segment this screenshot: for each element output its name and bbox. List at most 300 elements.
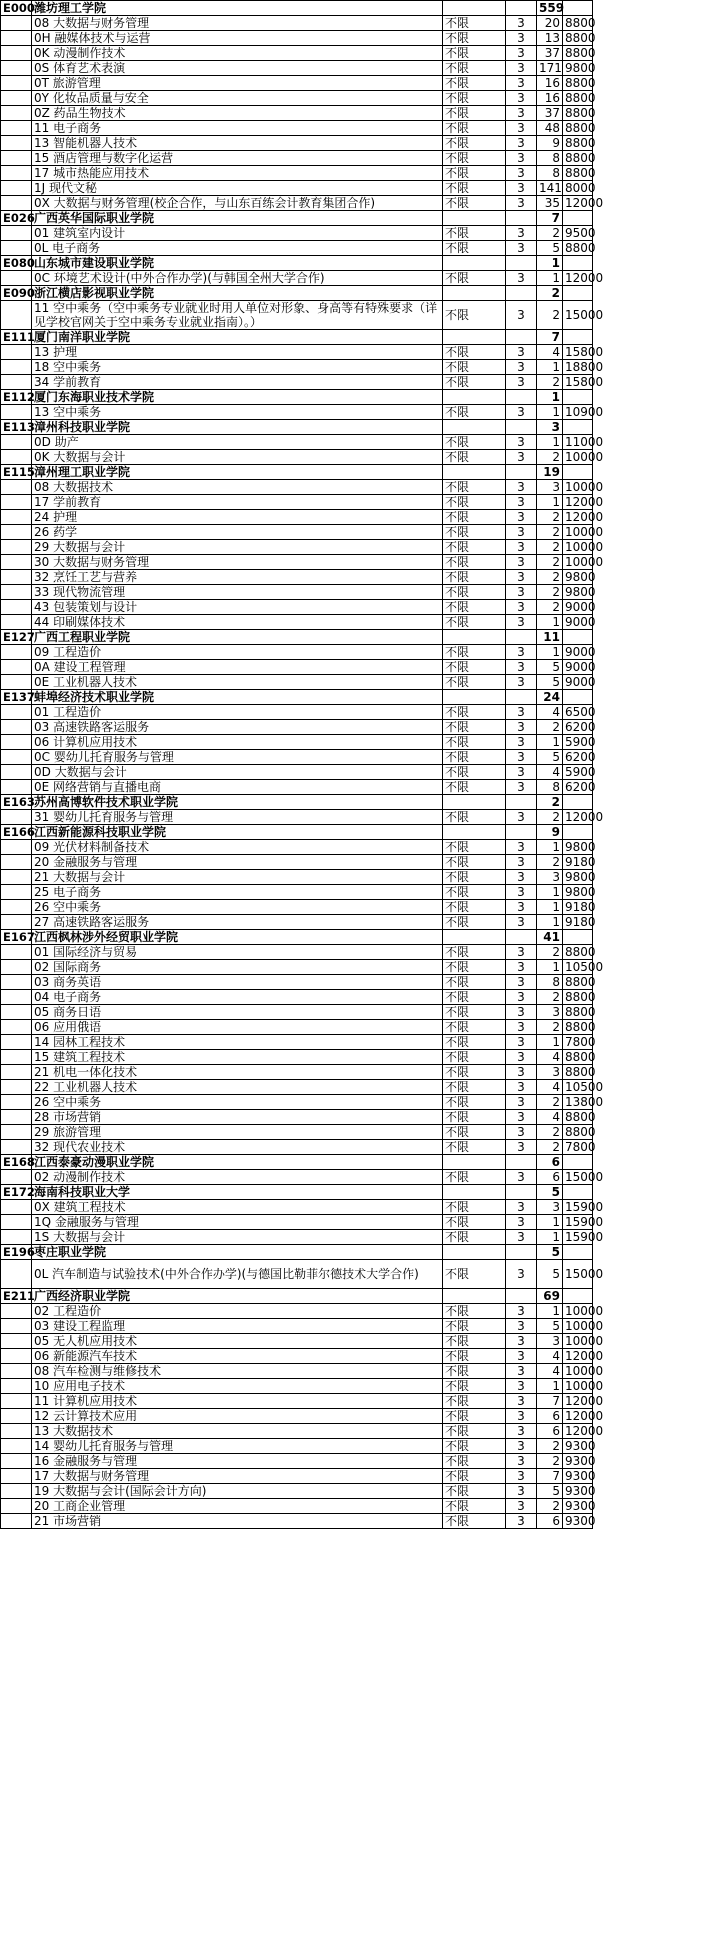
empty-cell bbox=[1, 915, 32, 930]
plan-count-cell: 1 bbox=[537, 900, 563, 915]
major-row bbox=[1, 735, 593, 750]
plan-count-cell: 4 bbox=[537, 1080, 563, 1095]
empty-cell bbox=[1, 121, 32, 136]
tuition-cell: 12000 bbox=[563, 810, 593, 825]
major-name-cell: 1S 大数据与会计 bbox=[32, 1230, 443, 1245]
subject-requirement-cell: 不限 bbox=[443, 46, 506, 61]
empty-cell bbox=[563, 1245, 593, 1260]
duration-cell: 3 bbox=[506, 345, 537, 360]
tuition-cell: 9300 bbox=[563, 1484, 593, 1499]
tuition-cell: 8800 bbox=[563, 31, 593, 46]
duration-cell: 3 bbox=[506, 990, 537, 1005]
tuition-cell: 8800 bbox=[563, 1020, 593, 1035]
plan-count-cell: 3 bbox=[537, 1005, 563, 1020]
major-row bbox=[1, 1110, 593, 1125]
plan-count-cell: 4 bbox=[537, 765, 563, 780]
subject-requirement-cell: 不限 bbox=[443, 900, 506, 915]
tuition-cell: 12000 bbox=[563, 495, 593, 510]
subject-requirement-cell: 不限 bbox=[443, 1349, 506, 1364]
subject-requirement-cell: 不限 bbox=[443, 555, 506, 570]
major-row bbox=[1, 46, 593, 61]
major-name-cell: 11 计算机应用技术 bbox=[32, 1394, 443, 1409]
major-row bbox=[1, 585, 593, 600]
tuition-cell: 9300 bbox=[563, 1454, 593, 1469]
school-row bbox=[1, 211, 593, 226]
tuition-cell: 7800 bbox=[563, 1035, 593, 1050]
plan-count-cell: 2 bbox=[537, 450, 563, 465]
tuition-cell: 6200 bbox=[563, 720, 593, 735]
plan-count-cell: 37 bbox=[537, 106, 563, 121]
subject-requirement-cell: 不限 bbox=[443, 840, 506, 855]
empty-cell bbox=[1, 1230, 32, 1245]
plan-count-cell: 1 bbox=[537, 1035, 563, 1050]
empty-cell bbox=[1, 945, 32, 960]
duration-cell: 3 bbox=[506, 1304, 537, 1319]
empty-cell bbox=[1, 480, 32, 495]
plan-count-cell: 2 bbox=[537, 855, 563, 870]
empty-cell bbox=[1, 375, 32, 390]
tuition-cell: 10000 bbox=[563, 540, 593, 555]
major-row bbox=[1, 1364, 593, 1379]
empty-cell bbox=[1, 600, 32, 615]
tuition-cell: 8800 bbox=[563, 1110, 593, 1125]
duration-cell: 3 bbox=[506, 810, 537, 825]
tuition-cell: 8800 bbox=[563, 91, 593, 106]
major-row bbox=[1, 166, 593, 181]
major-name-cell: 13 护理 bbox=[32, 345, 443, 360]
school-name-cell: 蚌埠经济技术职业学院 bbox=[32, 690, 443, 705]
empty-cell bbox=[443, 1155, 506, 1170]
major-name-cell: 02 动漫制作技术 bbox=[32, 1170, 443, 1185]
empty-cell bbox=[1, 855, 32, 870]
tuition-cell: 12000 bbox=[563, 271, 593, 286]
major-row bbox=[1, 121, 593, 136]
empty-cell bbox=[506, 330, 537, 345]
duration-cell: 3 bbox=[506, 555, 537, 570]
empty-cell bbox=[1, 660, 32, 675]
empty-cell bbox=[563, 1289, 593, 1304]
empty-cell bbox=[1, 405, 32, 420]
major-name-cell: 0C 环境艺术设计(中外合作办学)(与韩国全州大学合作) bbox=[32, 271, 443, 286]
plan-count-cell: 5 bbox=[537, 1319, 563, 1334]
major-name-cell: 16 金融服务与管理 bbox=[32, 1454, 443, 1469]
tuition-cell: 8800 bbox=[563, 975, 593, 990]
subject-requirement-cell: 不限 bbox=[443, 525, 506, 540]
empty-cell bbox=[1, 151, 32, 166]
plan-count-cell: 4 bbox=[537, 1050, 563, 1065]
major-row bbox=[1, 76, 593, 91]
major-row bbox=[1, 375, 593, 390]
major-name-cell: 1Q 金融服务与管理 bbox=[32, 1215, 443, 1230]
empty-cell bbox=[443, 1, 506, 16]
tuition-cell: 10000 bbox=[563, 1334, 593, 1349]
tuition-cell: 8800 bbox=[563, 1065, 593, 1080]
subject-requirement-cell: 不限 bbox=[443, 480, 506, 495]
duration-cell: 3 bbox=[506, 106, 537, 121]
tuition-cell: 15000 bbox=[563, 1170, 593, 1185]
plan-count-cell: 4 bbox=[537, 1349, 563, 1364]
subject-requirement-cell: 不限 bbox=[443, 106, 506, 121]
school-total-cell: 7 bbox=[537, 211, 563, 226]
duration-cell: 3 bbox=[506, 1349, 537, 1364]
subject-requirement-cell: 不限 bbox=[443, 660, 506, 675]
plan-count-cell: 9 bbox=[537, 136, 563, 151]
major-name-cell: 06 应用俄语 bbox=[32, 1020, 443, 1035]
plan-count-cell: 4 bbox=[537, 1364, 563, 1379]
tuition-cell: 9180 bbox=[563, 915, 593, 930]
duration-cell: 3 bbox=[506, 960, 537, 975]
subject-requirement-cell: 不限 bbox=[443, 1170, 506, 1185]
duration-cell: 3 bbox=[506, 1200, 537, 1215]
empty-cell bbox=[563, 286, 593, 301]
school-row bbox=[1, 390, 593, 405]
major-row bbox=[1, 1409, 593, 1424]
empty-cell bbox=[1, 765, 32, 780]
table-body bbox=[1, 1, 604, 1529]
school-code-cell: E167 bbox=[1, 930, 32, 945]
major-name-cell: 32 烹饪工艺与营养 bbox=[32, 570, 443, 585]
duration-cell: 3 bbox=[506, 121, 537, 136]
empty-cell bbox=[563, 630, 593, 645]
subject-requirement-cell: 不限 bbox=[443, 1394, 506, 1409]
school-code-cell: E196 bbox=[1, 1245, 32, 1260]
school-code-cell: E166 bbox=[1, 825, 32, 840]
empty-cell bbox=[443, 286, 506, 301]
plan-count-cell: 2 bbox=[537, 375, 563, 390]
empty-cell bbox=[1, 196, 32, 211]
subject-requirement-cell: 不限 bbox=[443, 151, 506, 166]
empty-cell bbox=[1, 301, 32, 330]
duration-cell: 3 bbox=[506, 1439, 537, 1454]
major-name-cell: 0E 网络营销与直播电商 bbox=[32, 780, 443, 795]
major-name-cell: 11 电子商务 bbox=[32, 121, 443, 136]
major-row bbox=[1, 345, 593, 360]
empty-cell bbox=[1, 1484, 32, 1499]
subject-requirement-cell: 不限 bbox=[443, 750, 506, 765]
subject-requirement-cell: 不限 bbox=[443, 960, 506, 975]
subject-requirement-cell: 不限 bbox=[443, 705, 506, 720]
tuition-cell: 12000 bbox=[563, 196, 593, 211]
empty-cell bbox=[506, 825, 537, 840]
empty-cell bbox=[1, 1469, 32, 1484]
plan-count-cell: 8 bbox=[537, 975, 563, 990]
subject-requirement-cell: 不限 bbox=[443, 990, 506, 1005]
empty-cell bbox=[1, 1125, 32, 1140]
subject-requirement-cell: 不限 bbox=[443, 585, 506, 600]
major-row bbox=[1, 495, 593, 510]
subject-requirement-cell: 不限 bbox=[443, 1379, 506, 1394]
major-row bbox=[1, 16, 593, 31]
empty-cell bbox=[443, 1289, 506, 1304]
plan-count-cell: 2 bbox=[537, 226, 563, 241]
empty-cell bbox=[1, 1065, 32, 1080]
empty-cell bbox=[1, 1334, 32, 1349]
subject-requirement-cell: 不限 bbox=[443, 1065, 506, 1080]
school-code-cell: E090 bbox=[1, 286, 32, 301]
school-name-cell: 广西英华国际职业学院 bbox=[32, 211, 443, 226]
plan-count-cell: 1 bbox=[537, 1379, 563, 1394]
empty-cell bbox=[1, 1454, 32, 1469]
major-name-cell: 30 大数据与财务管理 bbox=[32, 555, 443, 570]
plan-count-cell: 16 bbox=[537, 76, 563, 91]
school-code-cell: E115 bbox=[1, 465, 32, 480]
major-row bbox=[1, 1439, 593, 1454]
school-row bbox=[1, 690, 593, 705]
duration-cell: 3 bbox=[506, 1215, 537, 1230]
empty-cell bbox=[506, 795, 537, 810]
school-total-cell: 9 bbox=[537, 825, 563, 840]
tuition-cell: 10500 bbox=[563, 1080, 593, 1095]
tuition-cell: 9300 bbox=[563, 1514, 593, 1529]
plan-count-cell: 2 bbox=[537, 525, 563, 540]
duration-cell: 3 bbox=[506, 1140, 537, 1155]
plan-count-cell: 2 bbox=[537, 1499, 563, 1514]
duration-cell: 3 bbox=[506, 540, 537, 555]
plan-count-cell: 1 bbox=[537, 960, 563, 975]
empty-cell bbox=[1, 570, 32, 585]
tuition-cell: 13800 bbox=[563, 1095, 593, 1110]
major-name-cell: 11 空中乘务（空中乘务专业就业时用人单位对形象、身高等有特殊要求（详见学校官网关于空中乘务专业就业指南）。） bbox=[32, 301, 443, 330]
empty-cell bbox=[1, 525, 32, 540]
empty-cell bbox=[1, 585, 32, 600]
major-row bbox=[1, 1514, 593, 1529]
tuition-cell: 6200 bbox=[563, 780, 593, 795]
empty-cell bbox=[443, 330, 506, 345]
major-name-cell: 1J 现代文秘 bbox=[32, 181, 443, 196]
plan-count-cell: 3 bbox=[537, 1200, 563, 1215]
duration-cell: 3 bbox=[506, 360, 537, 375]
subject-requirement-cell: 不限 bbox=[443, 870, 506, 885]
duration-cell: 3 bbox=[506, 181, 537, 196]
plan-count-cell: 1 bbox=[537, 885, 563, 900]
subject-requirement-cell: 不限 bbox=[443, 1439, 506, 1454]
tuition-cell: 9000 bbox=[563, 600, 593, 615]
school-row bbox=[1, 420, 593, 435]
school-name-cell: 广西经济职业学院 bbox=[32, 1289, 443, 1304]
major-row bbox=[1, 435, 593, 450]
major-row bbox=[1, 540, 593, 555]
school-row bbox=[1, 1, 593, 16]
plan-count-cell: 5 bbox=[537, 660, 563, 675]
school-total-cell: 24 bbox=[537, 690, 563, 705]
plan-count-cell: 1 bbox=[537, 360, 563, 375]
major-row bbox=[1, 1424, 593, 1439]
major-row bbox=[1, 1005, 593, 1020]
tuition-cell: 9000 bbox=[563, 675, 593, 690]
duration-cell: 3 bbox=[506, 166, 537, 181]
major-name-cell: 15 酒店管理与数字化运营 bbox=[32, 151, 443, 166]
empty-cell bbox=[1, 1394, 32, 1409]
duration-cell: 3 bbox=[506, 1319, 537, 1334]
empty-cell bbox=[443, 930, 506, 945]
tuition-cell: 10000 bbox=[563, 555, 593, 570]
subject-requirement-cell: 不限 bbox=[443, 1304, 506, 1319]
major-row bbox=[1, 840, 593, 855]
tuition-cell: 11000 bbox=[563, 435, 593, 450]
major-row bbox=[1, 660, 593, 675]
subject-requirement-cell: 不限 bbox=[443, 1319, 506, 1334]
tuition-cell: 5900 bbox=[563, 765, 593, 780]
empty-cell bbox=[563, 1185, 593, 1200]
plan-count-cell: 2 bbox=[537, 585, 563, 600]
plan-count-cell: 13 bbox=[537, 31, 563, 46]
school-code-cell: E137 bbox=[1, 690, 32, 705]
duration-cell: 3 bbox=[506, 1065, 537, 1080]
tuition-cell: 10000 bbox=[563, 480, 593, 495]
empty-cell bbox=[1, 510, 32, 525]
subject-requirement-cell: 不限 bbox=[443, 600, 506, 615]
major-name-cell: 10 应用电子技术 bbox=[32, 1379, 443, 1394]
school-total-cell: 2 bbox=[537, 286, 563, 301]
school-code-cell: E163 bbox=[1, 795, 32, 810]
major-name-cell: 14 园林工程技术 bbox=[32, 1035, 443, 1050]
subject-requirement-cell: 不限 bbox=[443, 810, 506, 825]
empty-cell bbox=[1, 990, 32, 1005]
major-row bbox=[1, 855, 593, 870]
school-code-cell: E111 bbox=[1, 330, 32, 345]
plan-count-cell: 2 bbox=[537, 945, 563, 960]
major-row bbox=[1, 975, 593, 990]
empty-cell bbox=[1, 1080, 32, 1095]
major-name-cell: 0X 大数据与财务管理(校企合作，与山东百练会计教育集团合作) bbox=[32, 196, 443, 211]
major-name-cell: 13 智能机器人技术 bbox=[32, 136, 443, 151]
tuition-cell: 8800 bbox=[563, 136, 593, 151]
tuition-cell: 15900 bbox=[563, 1215, 593, 1230]
school-code-cell: E000 bbox=[1, 1, 32, 16]
school-code-cell: E080 bbox=[1, 256, 32, 271]
plan-count-cell: 2 bbox=[537, 1140, 563, 1155]
school-total-cell: 559 bbox=[537, 1, 563, 16]
major-name-cell: 34 学前教育 bbox=[32, 375, 443, 390]
school-code-cell: E026 bbox=[1, 211, 32, 226]
plan-count-cell: 1 bbox=[537, 1215, 563, 1230]
duration-cell: 3 bbox=[506, 1424, 537, 1439]
tuition-cell: 9800 bbox=[563, 870, 593, 885]
empty-cell bbox=[443, 690, 506, 705]
school-total-cell: 69 bbox=[537, 1289, 563, 1304]
major-name-cell: 04 电子商务 bbox=[32, 990, 443, 1005]
subject-requirement-cell: 不限 bbox=[443, 1110, 506, 1125]
plan-count-cell: 2 bbox=[537, 301, 563, 330]
empty-cell bbox=[506, 211, 537, 226]
major-name-cell: 21 大数据与会计 bbox=[32, 870, 443, 885]
plan-count-cell: 1 bbox=[537, 645, 563, 660]
subject-requirement-cell: 不限 bbox=[443, 226, 506, 241]
major-row bbox=[1, 1349, 593, 1364]
plan-count-cell: 141 bbox=[537, 181, 563, 196]
school-total-cell: 3 bbox=[537, 420, 563, 435]
empty-cell bbox=[1, 1499, 32, 1514]
tuition-cell: 12000 bbox=[563, 1394, 593, 1409]
duration-cell: 3 bbox=[506, 765, 537, 780]
major-row bbox=[1, 570, 593, 585]
duration-cell: 3 bbox=[506, 525, 537, 540]
empty-cell bbox=[1, 450, 32, 465]
major-row bbox=[1, 1020, 593, 1035]
plan-count-cell: 8 bbox=[537, 166, 563, 181]
empty-cell bbox=[1, 1260, 32, 1289]
subject-requirement-cell: 不限 bbox=[443, 450, 506, 465]
empty-cell bbox=[1, 1215, 32, 1230]
subject-requirement-cell: 不限 bbox=[443, 196, 506, 211]
major-row bbox=[1, 61, 593, 76]
school-row bbox=[1, 795, 593, 810]
plan-count-cell: 2 bbox=[537, 555, 563, 570]
school-row bbox=[1, 1185, 593, 1200]
empty-cell bbox=[1, 780, 32, 795]
empty-cell bbox=[1, 675, 32, 690]
duration-cell: 3 bbox=[506, 780, 537, 795]
duration-cell: 3 bbox=[506, 61, 537, 76]
major-row bbox=[1, 510, 593, 525]
tuition-cell: 8800 bbox=[563, 945, 593, 960]
plan-count-cell: 6 bbox=[537, 1514, 563, 1529]
subject-requirement-cell: 不限 bbox=[443, 765, 506, 780]
plan-count-cell: 2 bbox=[537, 540, 563, 555]
empty-cell bbox=[443, 1245, 506, 1260]
school-row bbox=[1, 256, 593, 271]
subject-requirement-cell: 不限 bbox=[443, 1364, 506, 1379]
duration-cell: 3 bbox=[506, 510, 537, 525]
school-total-cell: 41 bbox=[537, 930, 563, 945]
major-name-cell: 26 空中乘务 bbox=[32, 1095, 443, 1110]
major-name-cell: 20 工商企业管理 bbox=[32, 1499, 443, 1514]
empty-cell bbox=[1, 975, 32, 990]
major-row bbox=[1, 196, 593, 211]
major-row bbox=[1, 1484, 593, 1499]
major-row bbox=[1, 226, 593, 241]
tuition-cell: 6500 bbox=[563, 705, 593, 720]
school-total-cell: 11 bbox=[537, 630, 563, 645]
empty-cell bbox=[563, 930, 593, 945]
major-row bbox=[1, 885, 593, 900]
plan-count-cell: 8 bbox=[537, 151, 563, 166]
tuition-cell: 9500 bbox=[563, 226, 593, 241]
tuition-cell: 6200 bbox=[563, 750, 593, 765]
duration-cell: 3 bbox=[506, 196, 537, 211]
empty-cell bbox=[1, 1514, 32, 1529]
major-name-cell: 08 大数据与财务管理 bbox=[32, 16, 443, 31]
major-name-cell: 0Y 化妆品质量与安全 bbox=[32, 91, 443, 106]
major-row bbox=[1, 1140, 593, 1155]
major-name-cell: 15 建筑工程技术 bbox=[32, 1050, 443, 1065]
plan-count-cell: 5 bbox=[537, 241, 563, 256]
major-row bbox=[1, 900, 593, 915]
major-name-cell: 0H 融媒体技术与运营 bbox=[32, 31, 443, 46]
tuition-cell: 9000 bbox=[563, 615, 593, 630]
plan-count-cell: 1 bbox=[537, 1304, 563, 1319]
school-total-cell: 5 bbox=[537, 1185, 563, 1200]
duration-cell: 3 bbox=[506, 375, 537, 390]
tuition-cell: 8800 bbox=[563, 1050, 593, 1065]
major-row bbox=[1, 600, 593, 615]
plan-count-cell: 1 bbox=[537, 271, 563, 286]
empty-cell bbox=[1, 870, 32, 885]
major-row bbox=[1, 480, 593, 495]
major-row bbox=[1, 241, 593, 256]
major-row bbox=[1, 151, 593, 166]
tuition-cell: 8800 bbox=[563, 1125, 593, 1140]
empty-cell bbox=[1, 1140, 32, 1155]
major-row bbox=[1, 615, 593, 630]
major-name-cell: 20 金融服务与管理 bbox=[32, 855, 443, 870]
duration-cell: 3 bbox=[506, 271, 537, 286]
subject-requirement-cell: 不限 bbox=[443, 1469, 506, 1484]
duration-cell: 3 bbox=[506, 855, 537, 870]
subject-requirement-cell: 不限 bbox=[443, 166, 506, 181]
duration-cell: 3 bbox=[506, 840, 537, 855]
tuition-cell: 12000 bbox=[563, 1349, 593, 1364]
